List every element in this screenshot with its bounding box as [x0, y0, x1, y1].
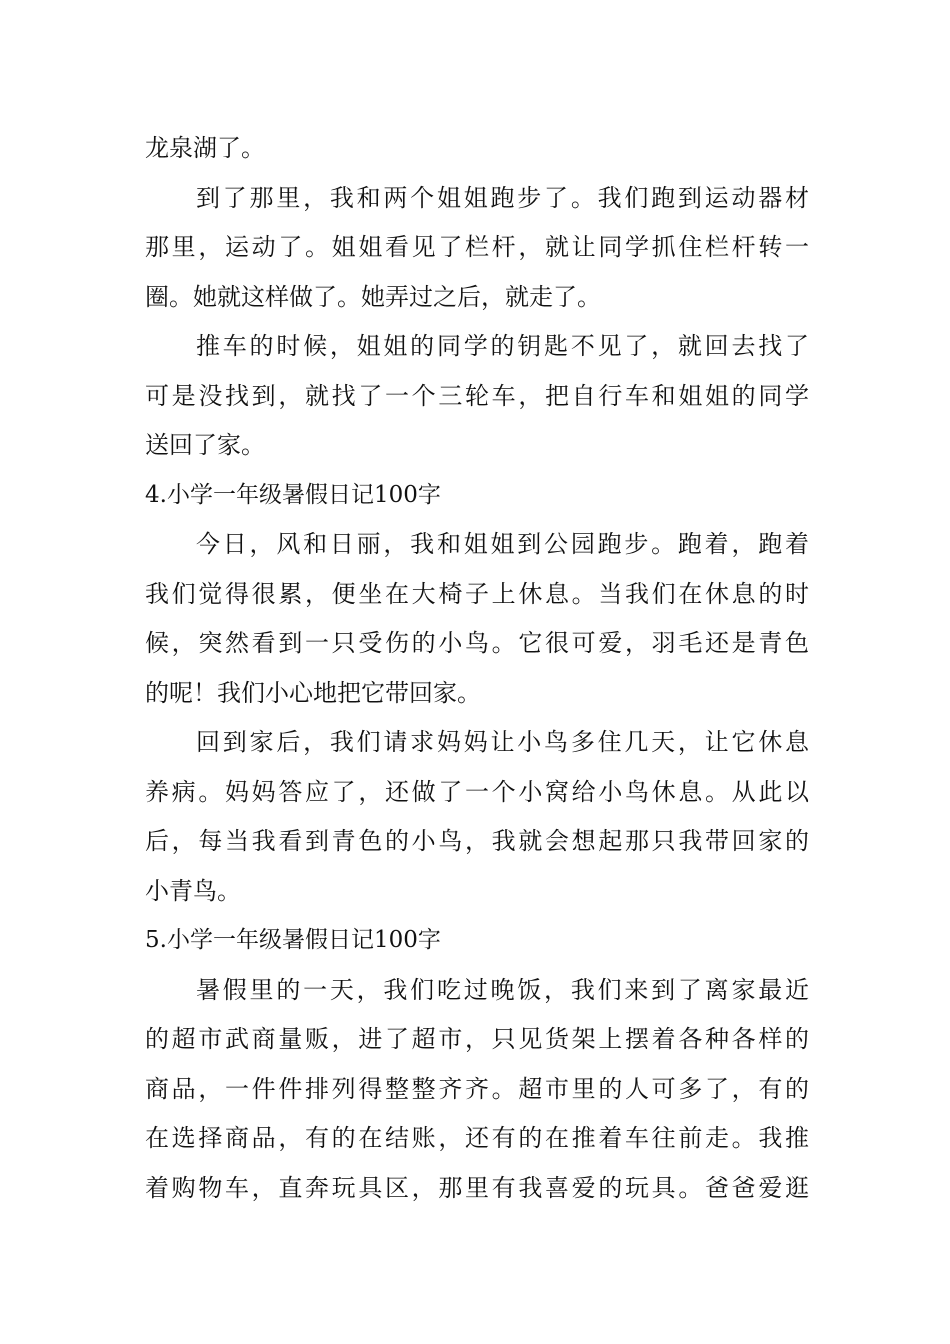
- text-line: 养病。妈妈答应了，还做了一个小窝给小鸟休息。从此以: [145, 777, 809, 806]
- text-line: 商品，一件件排列得整整齐齐。超市里的人可多了，有的: [145, 1074, 809, 1103]
- text-line: 可是没找到，就找了一个三轮车，把自行车和姐姐的同学: [145, 381, 809, 410]
- paragraph-first-line: 回到家后，我们请求妈妈让小鸟多住几天，让它休息: [196, 728, 809, 756]
- section-heading: 4.小学一年级暑假日记100字: [145, 481, 441, 508]
- text-line: 送回了家。: [145, 431, 265, 459]
- text-line: 的超市武商量贩，进了超市，只见货架上摆着各种各样的: [145, 1025, 809, 1053]
- paragraph-first-line: 今日，风和日丽，我和姐姐到公园跑步。跑着，跑着: [196, 530, 809, 558]
- paragraph-first-line: 暑假里的一天，我们吃过晚饭，我们来到了离家最近: [196, 975, 809, 1004]
- text-line: 小青鸟。: [145, 876, 241, 905]
- section-heading: 5.小学一年级暑假日记100字: [145, 927, 441, 953]
- paragraph-first-line: 到了那里，我和两个姐姐跑步了。我们跑到运动器材: [196, 183, 809, 212]
- text-line: 那里，运动了。姐姐看见了栏杆，就让同学抓住栏杆转一: [145, 233, 809, 261]
- text-line: 后，每当我看到青色的小鸟，我就会想起那只我带回家的: [145, 827, 809, 855]
- text-line: 在选择商品，有的在结账，还有的在推着车往前走。我推: [145, 1124, 809, 1152]
- paragraph-first-line: 推车的时候，姐姐的同学的钥匙不见了，就回去找了: [196, 332, 809, 360]
- text-line: 着购物车，直奔玩具区，那里有我喜爱的玩具。爸爸爱逛: [145, 1173, 809, 1202]
- document-page: [145, 124, 809, 1213]
- text-line: 候，突然看到一只受伤的小鸟。它很可爱，羽毛还是青色: [145, 629, 809, 657]
- text-line: 圈。她就这样做了。她弄过之后，就走了。: [145, 282, 601, 311]
- text-line: 我们觉得很累，便坐在大椅子上休息。当我们在休息的时: [145, 579, 809, 608]
- text-line: 的呢！我们小心地把它带回家。: [145, 678, 481, 707]
- text-line: 龙泉湖了。: [145, 134, 265, 162]
